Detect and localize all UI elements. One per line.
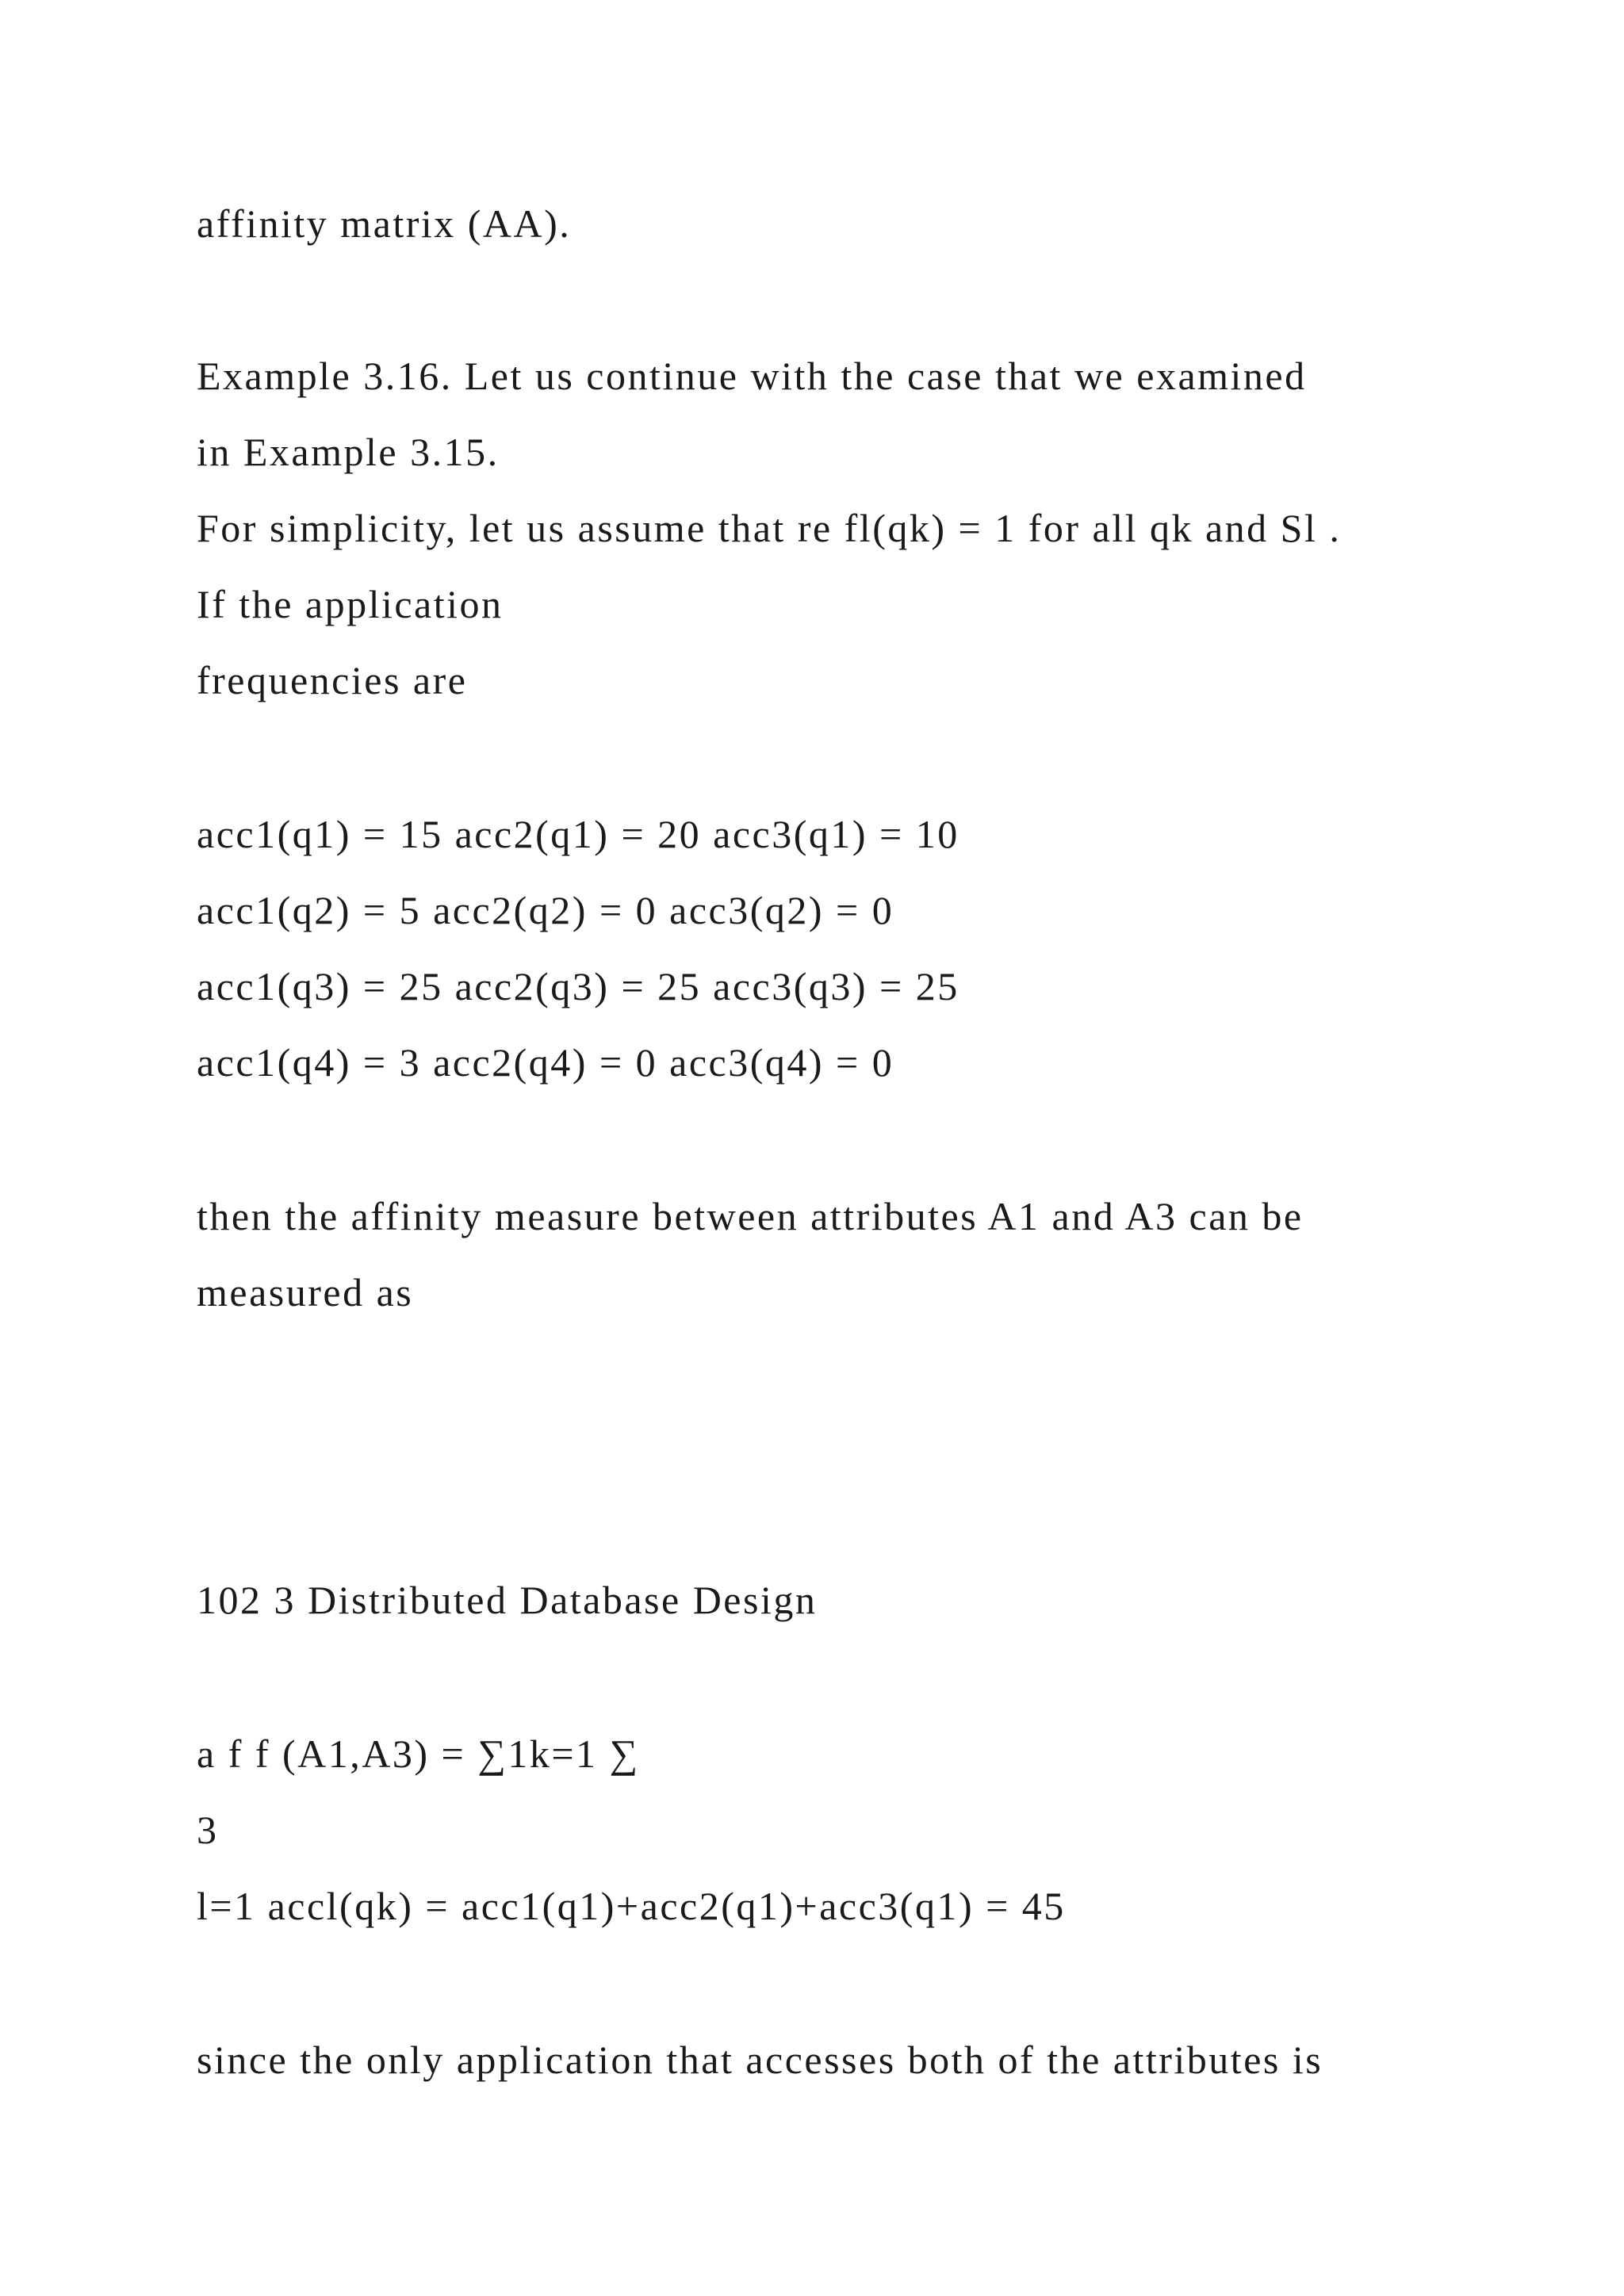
text-line: frequencies are: [197, 658, 468, 702]
formula-line: l=1 accl(qk) = acc1(q1)+acc2(q1)+acc3(q1) = 45: [197, 1884, 1066, 1928]
text-line: affinity matrix (AA).: [197, 201, 572, 246]
text-line: since the only application that accesses both of the attributes is: [197, 2038, 1323, 2082]
equation-line: acc1(q2) = 5 acc2(q2) = 0 acc3(q2) = 0: [197, 888, 894, 932]
equation-line: acc1(q3) = 25 acc2(q3) = 25 acc3(q3) = 25: [197, 964, 959, 1008]
formula-line: 3: [197, 1808, 219, 1852]
equation-line: acc1(q1) = 15 acc2(q1) = 20 acc3(q1) = 10: [197, 812, 959, 856]
text-line: then the affinity measure between attributes A1 and A3 can be: [197, 1194, 1304, 1238]
equation-line: acc1(q4) = 3 acc2(q4) = 0 acc3(q4) = 0: [197, 1040, 894, 1085]
formula-line: a f f (A1,A3) = ∑1k=1 ∑: [197, 1732, 640, 1776]
text-line: For simplicity, let us assume that re fl(qk) = 1 for all qk and Sl .: [197, 506, 1342, 550]
text-line: Example 3.16. Let us continue with the case that we examined: [197, 354, 1307, 398]
text-line: in Example 3.15.: [197, 430, 500, 474]
text-line: measured as: [197, 1270, 414, 1314]
running-header: 102 3 Distributed Database Design: [197, 1578, 818, 1622]
text-line: If the application: [197, 582, 504, 626]
